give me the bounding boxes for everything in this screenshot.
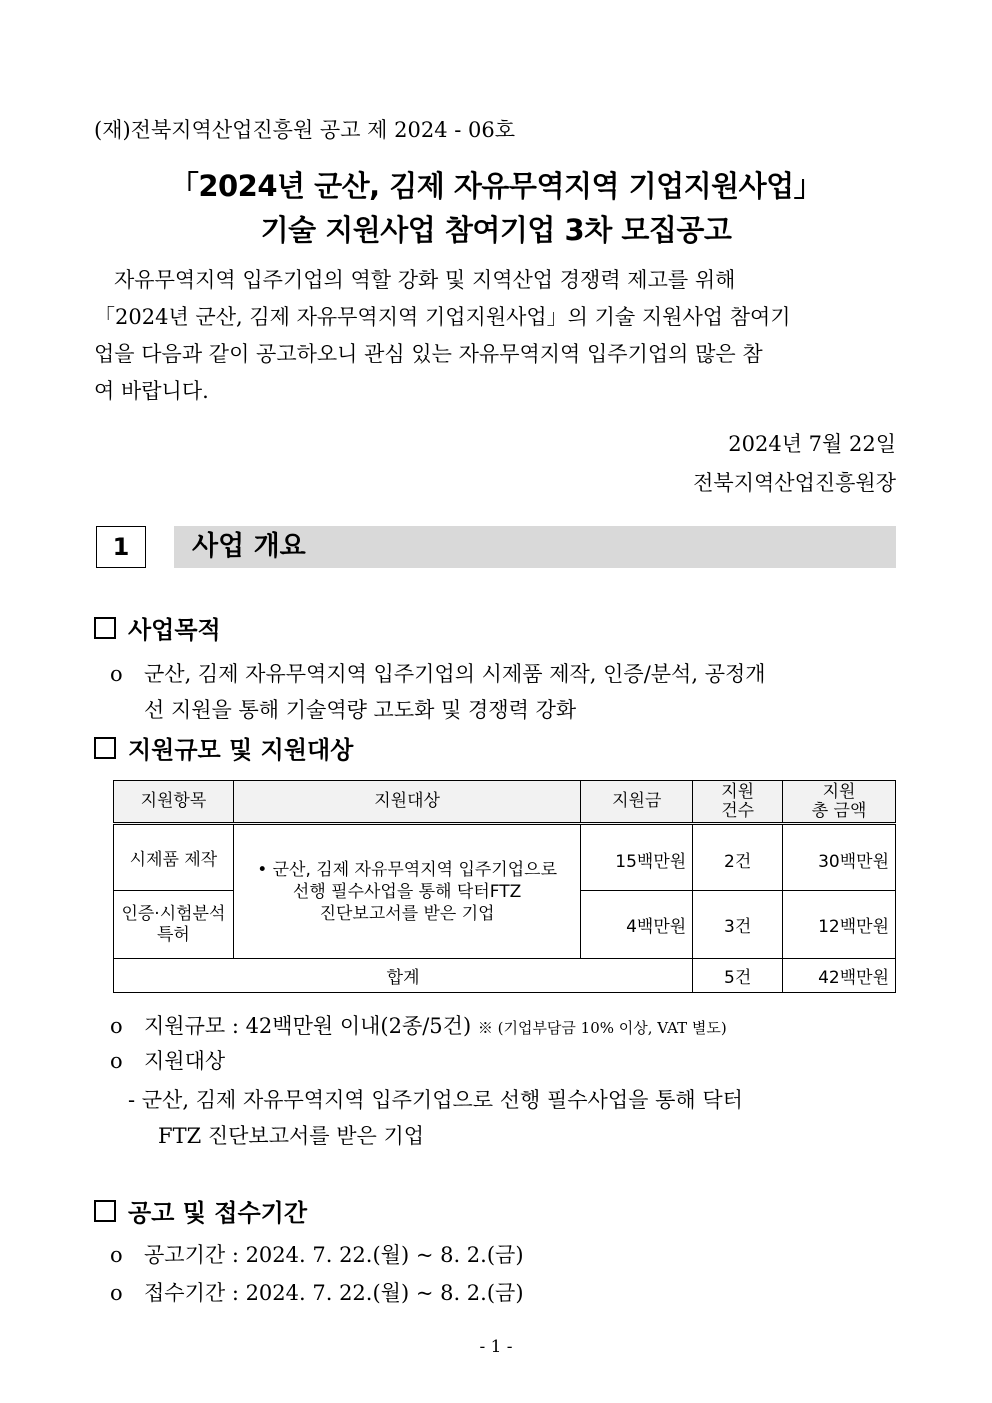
cell-total: 30백만원 — [783, 824, 896, 891]
header-total: 지원 총 금액 — [783, 781, 896, 824]
target-bullet — [110, 1045, 225, 1075]
support-table — [113, 780, 896, 993]
sum-label: 합계 — [114, 959, 693, 993]
intro-line: 자유무역지역 입주기업의 역할 강화 및 지역산업 경쟁력 제고를 위해 — [114, 268, 736, 292]
section-title: 사업 개요 — [174, 526, 896, 568]
bullet-mark: o — [110, 1014, 123, 1038]
table-sum-row — [114, 959, 896, 993]
purpose-line: 군산, 김제 자유무역지역 입주기업의 시제품 제작, 인증/분석, 공정개 — [144, 662, 766, 686]
intro-line: 「2024년 군산, 김제 자유무역지역 기업지원사업」의 기술 지원사업 참여기 — [94, 305, 791, 329]
header-count: 지원 건수 — [693, 781, 783, 824]
bullet-mark: o — [110, 662, 123, 686]
target-dash-item — [128, 1082, 896, 1154]
header-target: 지원대상 — [233, 781, 581, 824]
sum-total: 42백만원 — [783, 959, 896, 993]
scale-heading — [94, 730, 353, 765]
scale-bullet — [110, 1010, 727, 1040]
title-line-2: 기술 지원사업 참여기업 3차 모집공고 — [260, 213, 732, 247]
target-bullet-text: 지원대상 — [144, 1049, 226, 1073]
cell-item: 시제품 제작 — [114, 824, 234, 891]
cell-item: 인증·시험분석 특허 — [114, 891, 234, 959]
purpose-line: 선 지원을 통해 기술역량 고도화 및 경쟁력 강화 — [144, 698, 577, 722]
section-number: 1 — [96, 526, 146, 568]
receipt-period-bullet — [110, 1277, 524, 1307]
cell-amount: 4백만원 — [581, 891, 693, 959]
header-item: 지원항목 — [114, 781, 234, 824]
checkbox-square-icon — [94, 737, 116, 759]
cell-count: 2건 — [693, 824, 783, 891]
target-dash-line: FTZ 진단보고서를 받은 기업 — [158, 1124, 425, 1148]
purpose-heading — [94, 610, 221, 645]
scale-bullet-text: 지원규모 : 42백만원 이내(2종/5건) — [144, 1014, 472, 1038]
notice-period-bullet — [110, 1239, 524, 1269]
table-row — [114, 824, 896, 891]
bullet-mark: o — [110, 1243, 123, 1267]
cell-count: 3건 — [693, 891, 783, 959]
issuing-organization: 전북지역산업진흥원장 — [693, 471, 896, 495]
period-heading — [94, 1193, 307, 1228]
intro-line: 업을 다음과 같이 공고하오니 관심 있는 자유무역지역 입주기업의 많은 참 — [94, 342, 763, 366]
notice-number: (재)전북지역산업진흥원 공고 제 2024 - 06호 — [94, 118, 516, 142]
bullet-mark: o — [110, 1049, 123, 1073]
table-header-row — [114, 781, 896, 824]
receipt-period-text: 접수기간 : 2024. 7. 22.(월) ~ 8. 2.(금) — [144, 1281, 524, 1305]
intro-paragraph — [94, 262, 896, 410]
cell-target: • 군산, 김제 자유무역지역 입주기업으로 선행 필수사업을 통해 닥터FTZ 진단보고서를 받은 기업 — [233, 824, 581, 959]
bullet-mark: o — [110, 1281, 123, 1305]
header-amount: 지원금 — [581, 781, 693, 824]
page-number: - 1 - — [479, 1337, 513, 1357]
cell-total: 12백만원 — [783, 891, 896, 959]
purpose-bullet — [110, 656, 896, 728]
title-line-1: 「2024년 군산, 김제 자유무역지역 기업지원사업」 — [169, 169, 823, 203]
checkbox-square-icon — [94, 1200, 116, 1222]
sum-count: 5건 — [693, 959, 783, 993]
intro-line: 여 바랍니다. — [94, 379, 209, 403]
period-heading-text: 공고 및 접수기간 — [128, 1198, 307, 1227]
scale-note: ※ (기업부담금 10% 이상, VAT 별도) — [477, 1019, 727, 1037]
announcement-date: 2024년 7월 22일 — [728, 432, 896, 456]
notice-period-text: 공고기간 : 2024. 7. 22.(월) ~ 8. 2.(금) — [144, 1243, 524, 1267]
cell-amount: 15백만원 — [581, 824, 693, 891]
target-dash-line: - 군산, 김제 자유무역지역 입주기업으로 선행 필수사업을 통해 닥터 — [128, 1088, 743, 1112]
checkbox-square-icon — [94, 617, 116, 639]
scale-heading-text: 지원규모 및 지원대상 — [128, 735, 354, 764]
purpose-heading-text: 사업목적 — [128, 615, 221, 644]
